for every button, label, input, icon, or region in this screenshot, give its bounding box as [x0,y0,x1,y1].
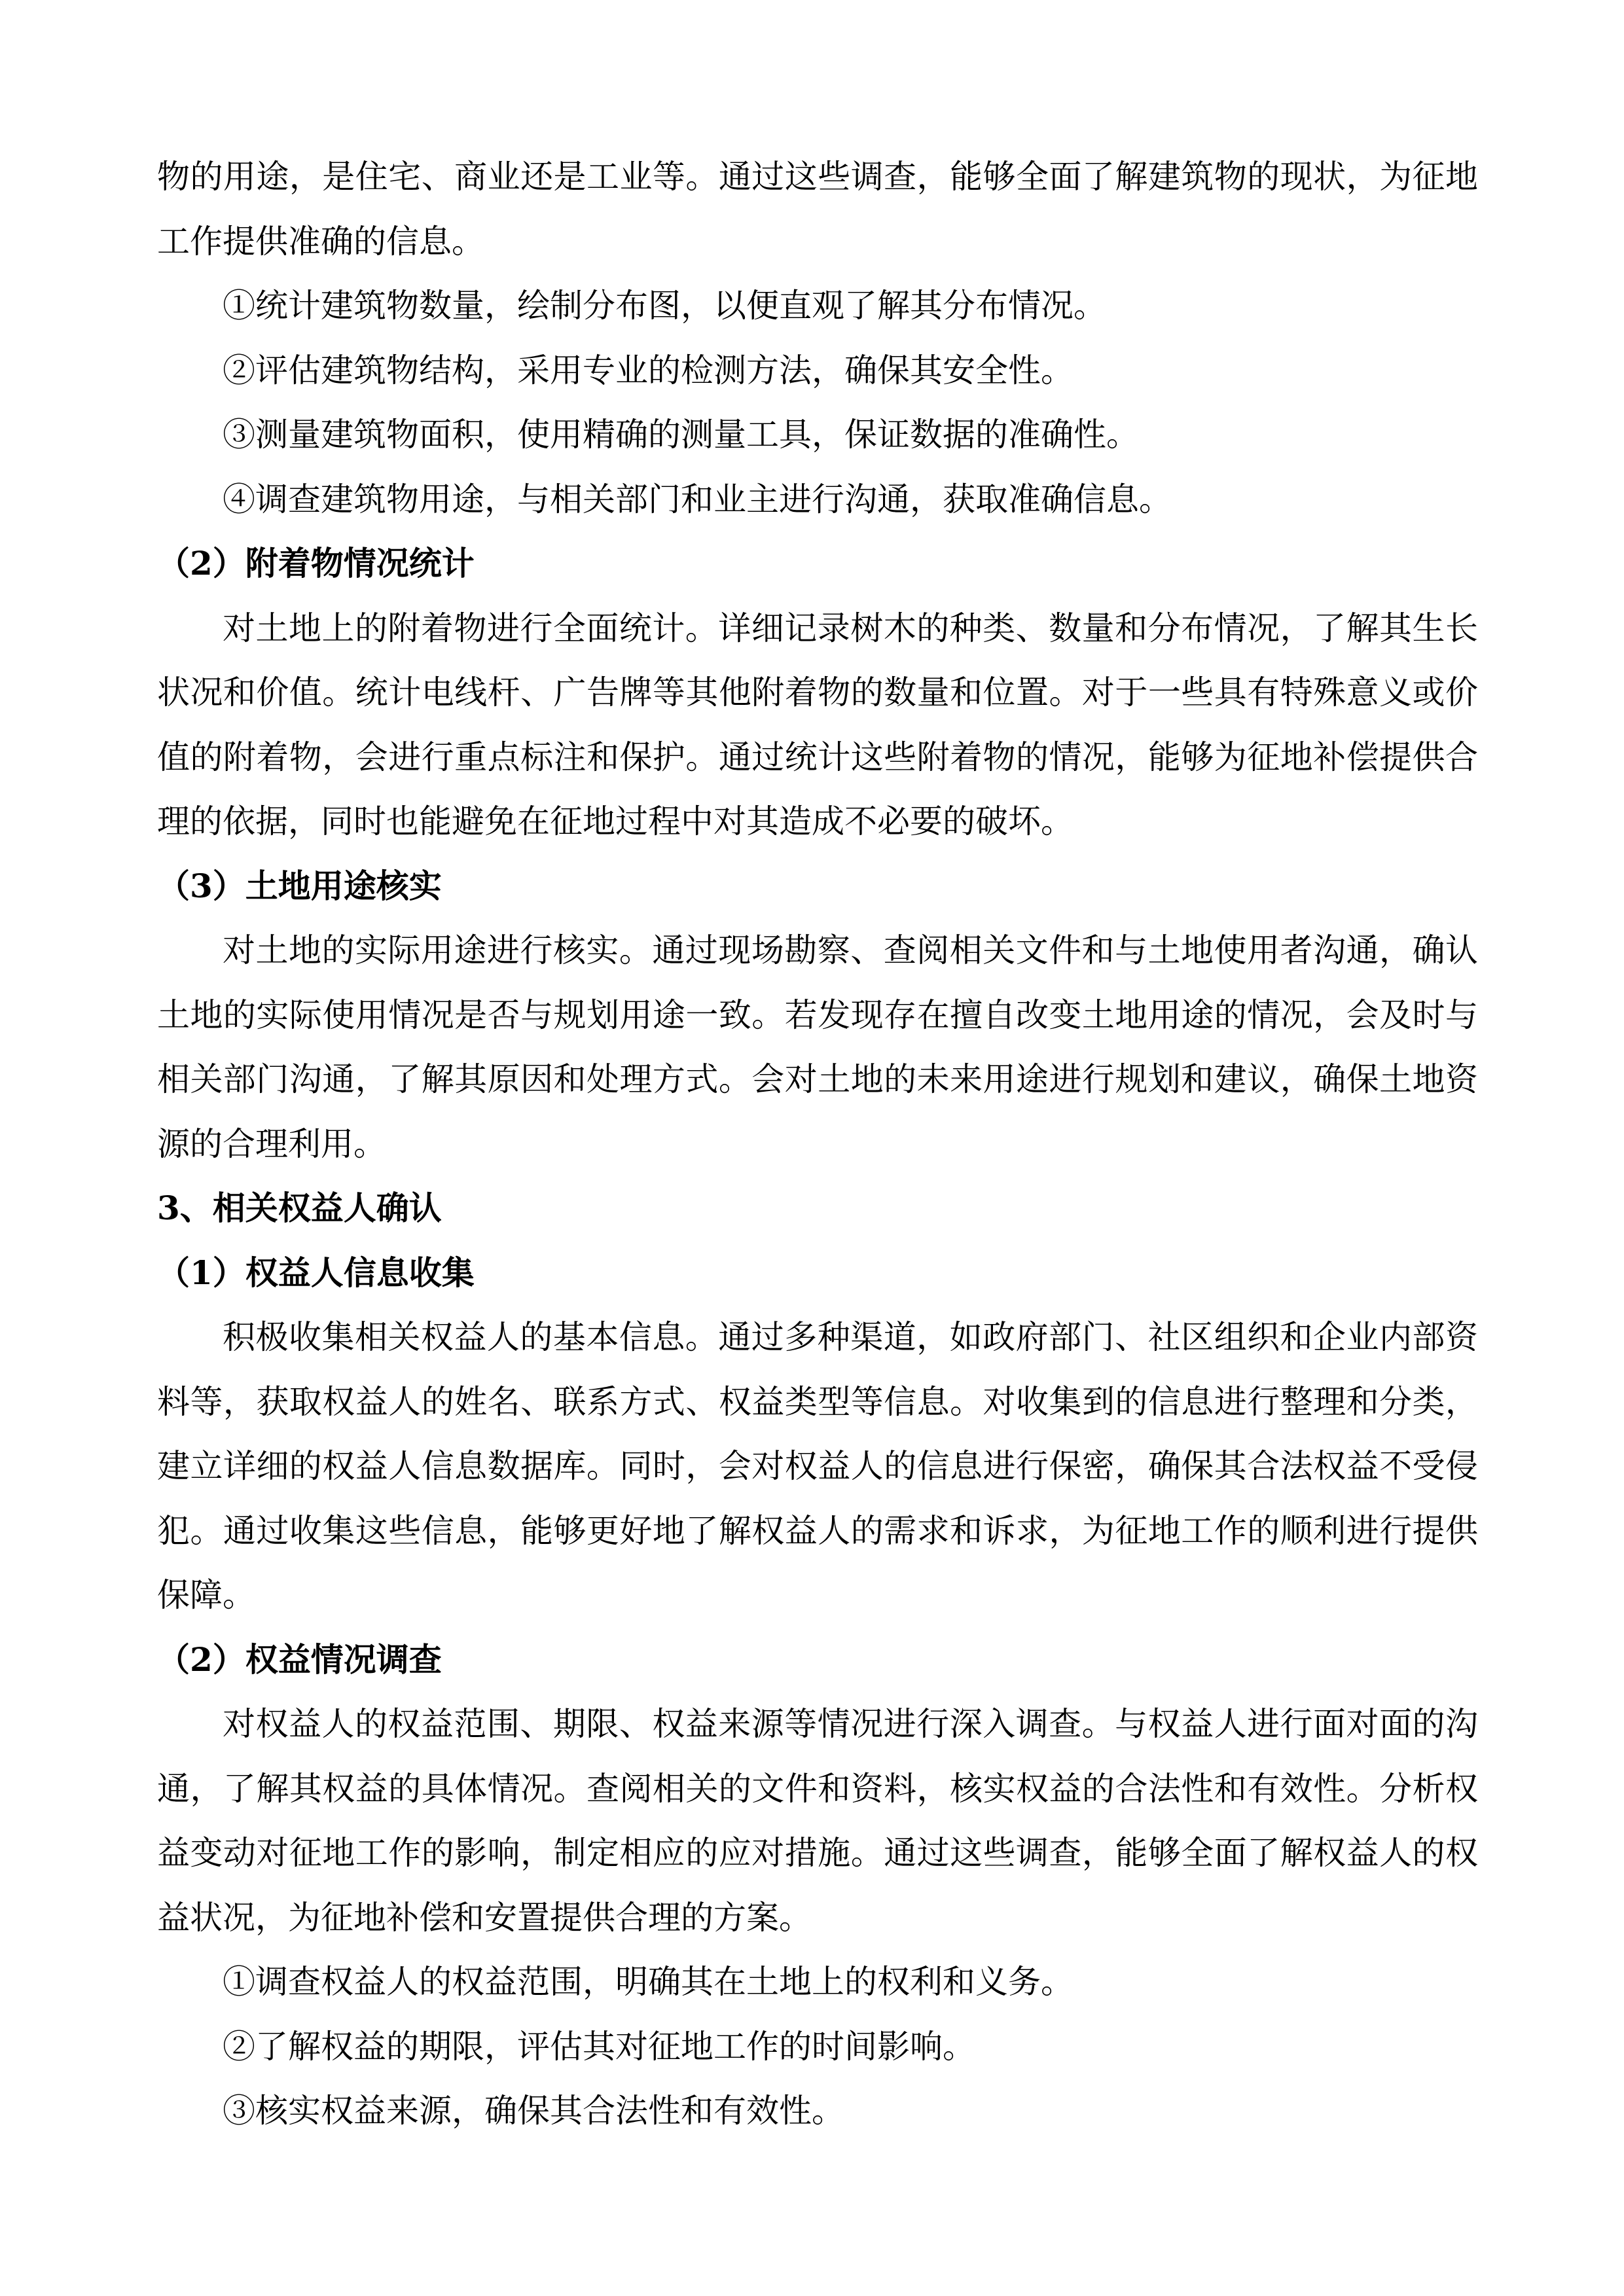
body-paragraph: ①统计建筑物数量，绘制分布图，以便直观了解其分布情况。 [223,287,1106,325]
body-paragraph: 积极收集相关权益人的基本信息。通过多种渠道，如政府部门、社区组织和企业内部资料等，获取权益人的姓名、联系方式、权益类型等信息。对收集到的信息进行整理和分类，建立详细的权益人信息数据库。同时，会对权益人的信息进行保密，确保其合法权益不受侵犯。通过收集这些信息，能够更好地了解权益人的需求和诉求，为征地工作的顺利进行提供保障。 [157,1318,1478,1614]
body-paragraph: ①调查权益人的权益范围，明确其在土地上的权利和义务。 [223,1963,1074,2001]
section-heading: （2）权益情况调查 [157,1640,442,1679]
body-paragraph: 对土地的实际用途进行核实。通过现场勘察、查阅相关文件和与土地使用者沟通，确认土地的实际使用情况是否与规划用途一致。若发现存在擅自改变土地用途的情况，会及时与相关部门沟通，了解其原因和处理方式。会对土地的未来用途进行规划和建议，确保土地资源的合理利用。 [157,931,1478,1163]
section-heading: （2）附着物情况统计 [157,544,475,583]
section-heading: （3）土地用途核实 [157,866,442,905]
body-paragraph: 对土地上的附着物进行全面统计。详细记录树木的种类、数量和分布情况，了解其生长状况和价值。统计电线杆、广告牌等其他附着物的数量和位置。对于一些具有特殊意义或价值的附着物，会进行重点标注和保护。通过统计这些附着物的情况，能够为征地补偿提供合理的依据，同时也能避免在征地过程中对其造成不必要的破坏。 [157,609,1478,840]
body-paragraph: 物的用途，是住宅、商业还是工业等。通过这些调查，能够全面了解建筑物的现状，为征地工作提供准确的信息。 [157,158,1478,260]
body-paragraph: ②了解权益的期限，评估其对征地工作的时间影响。 [223,2027,975,2066]
body-paragraph: ③核实权益来源，确保其合法性和有效性。 [223,2092,844,2130]
body-paragraph: ②评估建筑物结构，采用专业的检测方法，确保其安全性。 [223,351,1074,389]
body-paragraph: ④调查建筑物用途，与相关部门和业主进行沟通，获取准确信息。 [223,480,1172,518]
document-page [157,145,1478,2144]
body-paragraph: ③测量建筑物面积，使用精确的测量工具，保证数据的准确性。 [223,416,1139,454]
section-heading: 3、相关权益人确认 [157,1189,442,1227]
body-paragraph: 对权益人的权益范围、期限、权益来源等情况进行深入调查。与权益人进行面对面的沟通，了解其权益的具体情况。查阅相关的文件和资料，核实权益的合法性和有效性。分析权益变动对征地工作的影响，制定相应的应对措施。通过这些调查，能够全面了解权益人的权益状况，为征地补偿和安置提供合理的方案。 [157,1705,1478,1937]
section-heading: （1）权益人信息收集 [157,1253,475,1292]
